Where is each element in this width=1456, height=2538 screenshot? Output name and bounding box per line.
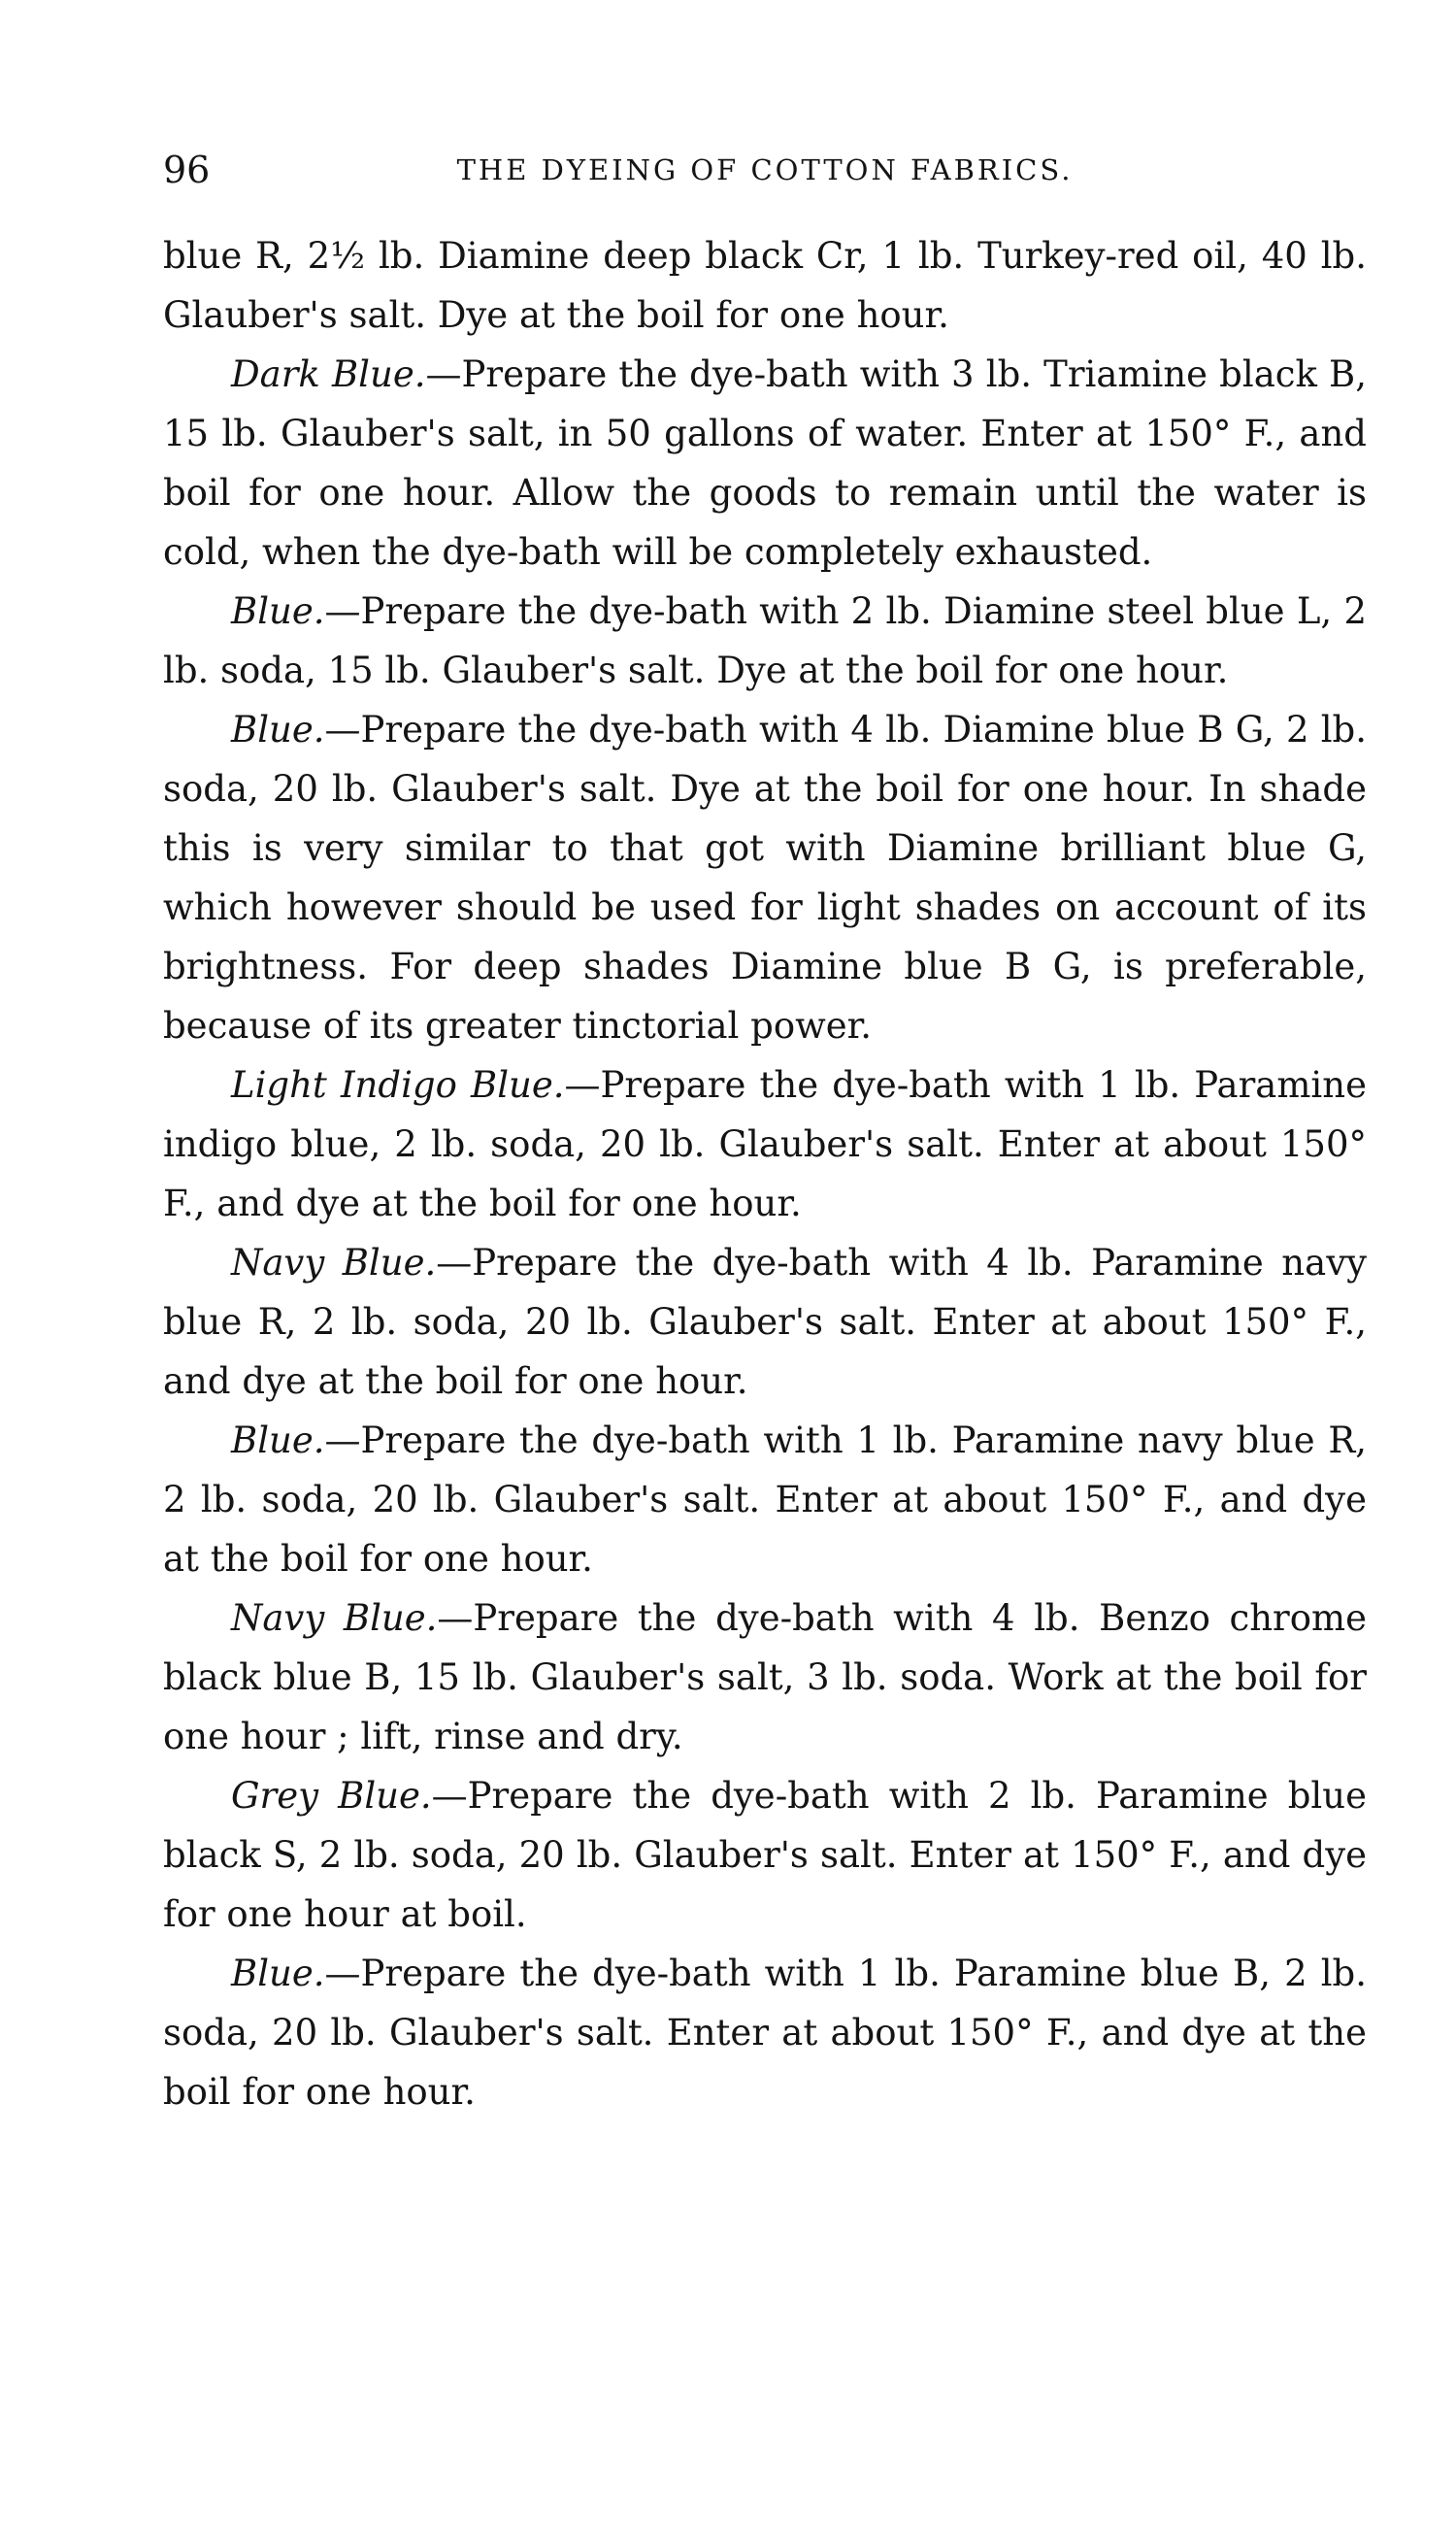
paragraph-heading: Navy Blue. [231, 1597, 438, 1639]
recipe-blue-bg [163, 700, 1367, 1055]
recipe-blue-paramine-b [163, 1944, 1367, 2121]
recipe-blue-paramine-navy [163, 1411, 1367, 1588]
paragraph-text: —Prepare the dye-bath with 3 lb. Triamine black B, 15 lb. Glauber's salt, in 50 gallons of water. Enter at 150° F., and boil for one hour. Allow the goods to remain until the water is cold, when the dye-bath will be completely exhausted. [163, 353, 1367, 573]
recipe-blue-steel [163, 582, 1367, 700]
paragraph-text: —Prepare the dye-bath with 4 lb. Diamine blue B G, 2 lb. soda, 20 lb. Glauber's salt. Dye at the boil for one hour. In shade this is very similar to that got with Diamine brilliant blue G, which however should be used for light shades on account of its brightness. For deep shades Diamine blue B G, is preferable, because of its greater tinctorial power. [163, 709, 1367, 1047]
body-text [163, 226, 1367, 2121]
running-title: THE DYEING OF COTTON FABRICS. [456, 153, 1074, 186]
paragraph-text: —Prepare the dye-bath with 4 lb. Benzo chrome black blue B, 15 lb. Glauber's salt, 3 lb. soda. Work at the boil for one hour ; lift, rinse and dry. [163, 1597, 1367, 1757]
paragraph-text: —Prepare the dye-bath with 1 lb. Paramine blue B, 2 lb. soda, 20 lb. Glauber's salt. Enter at about 150° F., and dye at the boil for one hour. [163, 1953, 1367, 2113]
recipe-navy-blue-paramine [163, 1233, 1367, 1411]
page-header [163, 146, 1367, 194]
paragraph-heading: Navy Blue. [231, 1242, 437, 1284]
recipe-light-indigo-blue [163, 1055, 1367, 1233]
paragraph-heading: Light Indigo Blue. [231, 1064, 565, 1106]
paragraph-heading: Blue. [231, 590, 325, 632]
paragraph-heading: Blue. [231, 1953, 325, 1994]
recipe-navy-blue-benzo [163, 1588, 1367, 1766]
paragraph-text: —Prepare the dye-bath with 1 lb. Paramine indigo blue, 2 lb. soda, 20 lb. Glauber's salt. Enter at about 150° F., and dye at the boil for one hour. [163, 1064, 1367, 1224]
paragraph-text: —Prepare the dye-bath with 2 lb. Diamine steel blue L, 2 lb. soda, 15 lb. Glauber's salt. Dye at the boil for one hour. [163, 590, 1367, 691]
paragraph-continuation [163, 226, 1367, 345]
recipe-dark-blue [163, 345, 1367, 582]
paragraph-heading: Blue. [231, 1419, 325, 1461]
page-number: 96 [163, 149, 211, 191]
paragraph-heading: Grey Blue. [231, 1775, 432, 1817]
paragraph-text: —Prepare the dye-bath with 1 lb. Paramine navy blue R, 2 lb. soda, 20 lb. Glauber's salt. Enter at about 150° F., and dye at the boil for one hour. [163, 1419, 1367, 1580]
paragraph-heading: Blue. [231, 709, 325, 751]
paragraph-text: blue R, 2½ lb. Diamine deep black Cr, 1 lb. Turkey-red oil, 40 lb. Glauber's salt. Dye at the boil for one hour. [163, 235, 1367, 336]
paragraph-text: —Prepare the dye-bath with 2 lb. Paramine blue black S, 2 lb. soda, 20 lb. Glauber's salt. Enter at 150° F., and dye for one hour at boil. [163, 1775, 1367, 1935]
paragraph-text: —Prepare the dye-bath with 4 lb. Paramine navy blue R, 2 lb. soda, 20 lb. Glauber's salt. Enter at about 150° F., and dye at the boil for one hour. [163, 1242, 1368, 1402]
paragraph-heading: Dark Blue. [231, 353, 426, 395]
recipe-grey-blue [163, 1766, 1367, 1944]
